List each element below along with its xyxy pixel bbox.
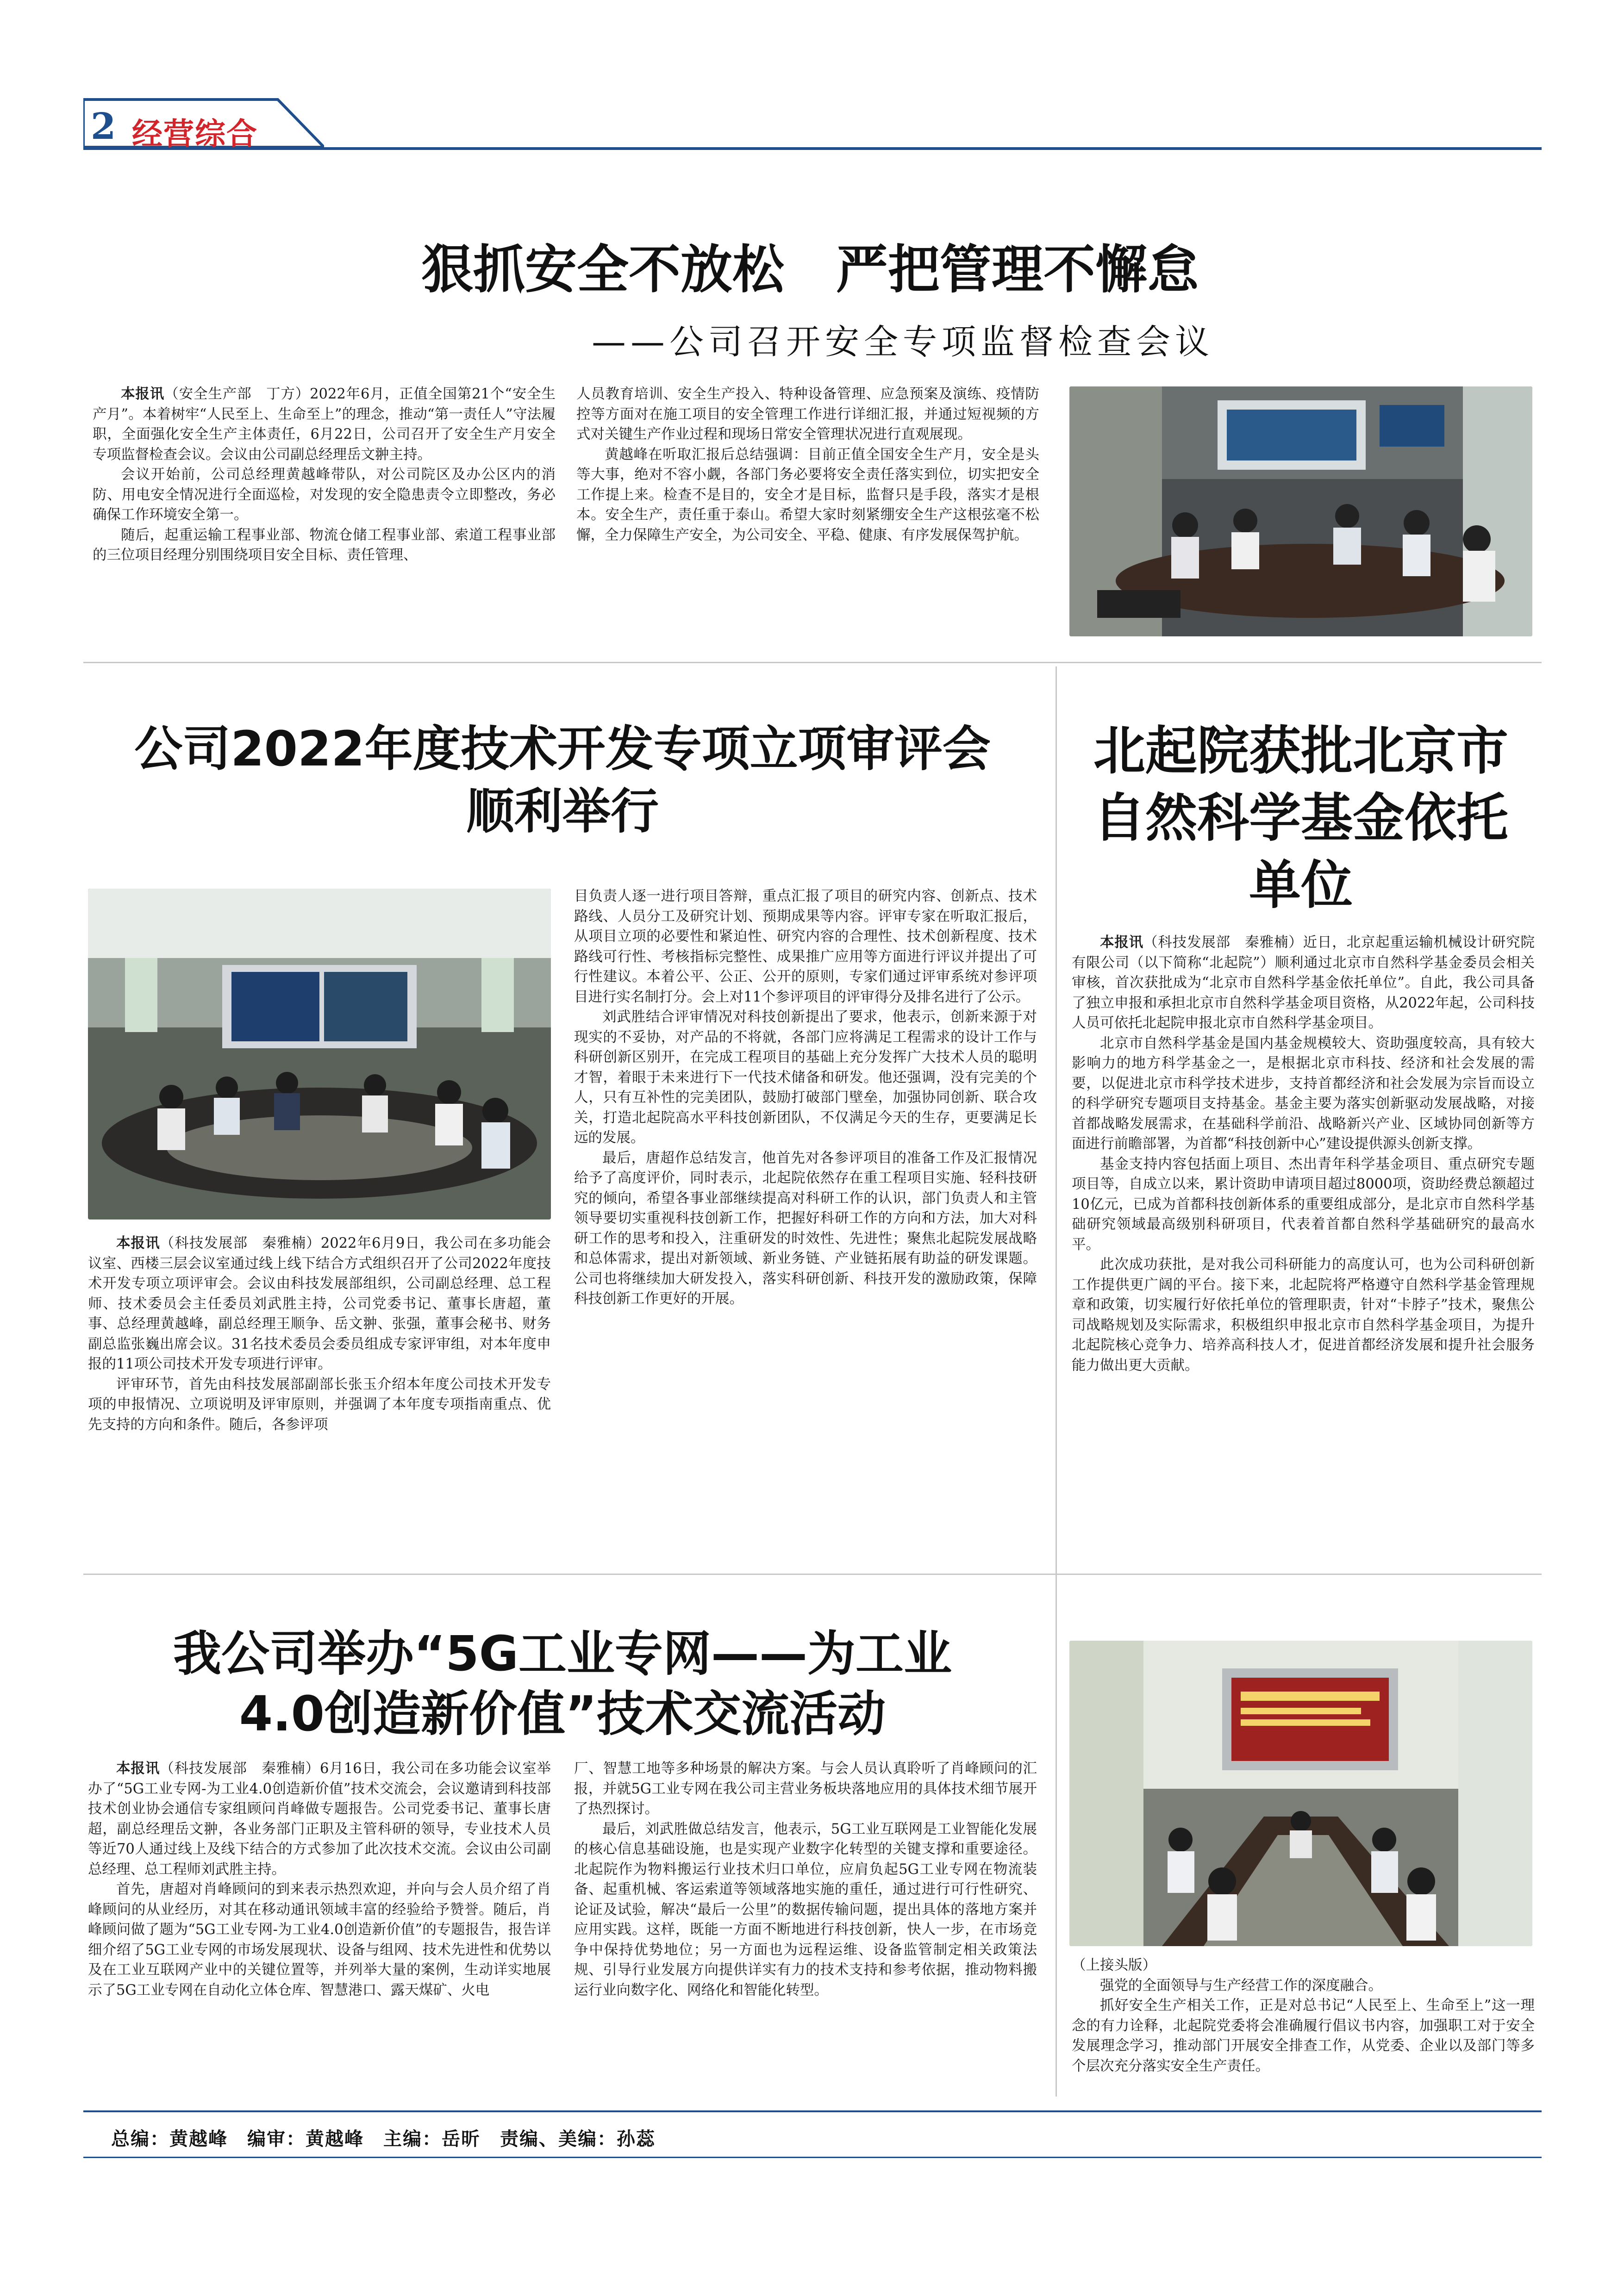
paragraph: [88, 1375, 551, 1435]
paragraph: [93, 525, 556, 566]
paragraph: [574, 1759, 1037, 1819]
paragraph-text: 刘武胜结合评审情况对科技创新提出了要求，他表示，创新来源于对现实的不妥协，对产品的不将就，各部门应将满足工程需求的设计工作与科研创新区别开，在完成工程项目的基础上充分发挥广大技术人员的聪明才智，着眼于未来进行下一代技术储备和研发。他还强调，没有完美的个人，只有互补性的完美团队，鼓励打破部门壁垒，加强协同创新、联合攻关，打造北起院高水平科技创新团队，不仅满足今天的生存，更要满足长远的发展。: [574, 1009, 1037, 1146]
article3-title-line3: 单位: [1249, 855, 1353, 915]
photo-review-meeting: [88, 889, 551, 1220]
article2-column-1: [88, 1233, 551, 1435]
article1-subtitle: ——公司召开安全专项监督检查会议: [592, 322, 1214, 362]
footer-rule-bottom: [83, 2157, 1542, 2158]
paragraph-text: 会议开始前，公司总经理黄越峰带队，对公司院区及办公区内的消防、用电安全情况进行全面巡检，对发现的安全隐患责令立即整改，务必确保工作环境安全第一。: [93, 467, 556, 523]
paragraph: [576, 445, 1039, 546]
paragraph: [93, 384, 556, 465]
paragraph: [574, 1007, 1037, 1148]
paragraph-text: 北京市自然科学基金是国内基金规模较大、资助强度较高，具有较大影响力的地方科学基金之一，是根据北京市科技、经济和社会发展的需要，以促进北京市科学技术进步，支持首都经济和社会发展为宗旨而设立的科学研究专题项目支持基金。基金主要为落实创新驱动发展战略，对接首都战略发展需求，在基础科学前沿、战略新兴产业、区域协同创新等方面进行前瞻部署，为首都“科技创新中心”建设提供源头创新支撑。: [1072, 1035, 1535, 1152]
paragraph-text: （科技发展部 秦雅楠）2022年6月9日，我公司在多功能会议室、西楼三层会议室通过线上线下结合方式组织召开了公司2022年度技术开发专项立项评审会。会议由科技发展部组织，公司副总经理、总工程师、技术委员会主任委员刘武胜主持，公司党委书记、董事长唐超，董事、总经理黄越峰，副总经理王顺争、岳文翀、张强，董事会秘书、财务副总监张巍出席会议。31名技术委员会委员组成专家评审组，对本年度申报的11项公司技术开发专项进行评审。: [88, 1235, 551, 1372]
paragraph: [574, 1148, 1037, 1309]
dateline-lead: 本报讯: [1100, 934, 1143, 951]
dateline-lead: 本报讯: [116, 1760, 160, 1777]
paragraph: [93, 465, 556, 525]
article3-title-line1: 北起院获批北京市: [1093, 721, 1508, 781]
dateline-lead: 本报讯: [121, 386, 165, 402]
photo-5g-exchange: [1069, 1641, 1532, 1946]
paragraph-text: （科技发展部 秦雅楠）6月16日，我公司在多功能会议室举办了“5G工业专网-为工业4.0创造新价值”技术交流会，会议邀请到科技部技术创业协会通信专家组顾问肖峰做专题报告。公司党委书记、董事长唐超，副总经理岳文翀，各业务部门正职及主管科研的领导，专业技术人员等近70人通过线上及线下结合的方式参加了此次技术交流。会议由公司副总经理、总工程师刘武胜主持。: [88, 1761, 551, 1878]
paragraph: [1072, 1976, 1535, 1996]
paragraph: [88, 1233, 551, 1375]
paragraph: [1072, 1033, 1535, 1154]
paragraph: [576, 384, 1039, 445]
editorial-credits: 总编：黄越峰 编审：黄越峰 主编：岳昕 责编、美编：孙蕊: [111, 2128, 656, 2150]
page-number: 2: [91, 106, 116, 148]
paragraph: [88, 1759, 551, 1879]
article3-body: [1072, 933, 1535, 1375]
article4-column-1: [88, 1759, 551, 2000]
article2-column-2: [574, 886, 1037, 1309]
paragraph-text: 最后，刘武胜做总结发言，他表示，5G工业互联网是工业智能化发展的核心信息基础设施，也是实现产业数字化转型的关键支撑和重要途径。北起院作为物料搬运行业技术归口单位，应肩负起5G工业专网在物流装备、起重机械、客运索道等领域落地实施的重任，通过进行可行性研究、论证及试验，解决“最后一公里”的数据传输问题，提出具体的落地方案并应用实践。这样，既能一方面不断地进行科技创新，快人一步，在市场竞争中保持优势地位；另一方面也为远程运维、设备监管制定相关政策法规、引导行业发展方向提供详实有力的技术支持和参考依据，推动物料搬运行业向数字化、网络化和智能化转型。: [574, 1821, 1037, 1998]
paragraph: [574, 886, 1037, 1007]
divider-vertical-2: [1056, 1578, 1057, 2097]
paragraph-text: 强党的全面领导与生产经营工作的深度融合。: [1100, 1977, 1382, 1994]
paragraph: [1072, 933, 1535, 1033]
article4-title-line1: 我公司举办“5G工业专网——为工业: [173, 1625, 952, 1682]
divider-vertical-1: [1056, 666, 1057, 1587]
paragraph: [1072, 1255, 1535, 1375]
paragraph-text: 厂、智慧工地等多种场景的解决方案。与会人员认真聆听了肖峰顾问的汇报，并就5G工业专网在我公司主营业务板块落地应用的具体技术细节展开了热烈探讨。: [574, 1761, 1037, 1817]
photo-safety-meeting: [1069, 386, 1532, 636]
article1-title: 狠抓安全不放松 严把管理不懈怠: [421, 240, 1199, 300]
paragraph-text: 首先，唐超对肖峰顾问的到来表示热烈欢迎，并向与会人员介绍了肖峰顾问的从业经历，对其在移动通讯领域丰富的经验给予赞誉。随后，肖峰顾问做了题为“5G工业专网-为工业4.0创造新价值”的专题报告，报告详细介绍了5G工业专网的市场发展现状、设备与组网、技术先进性和优势以及在工业互联网产业中的关键位置等，并列举大量的案例，生动详实地展示了5G工业专网在自动化立体仓库、智慧港口、露天煤矿、火电: [88, 1881, 551, 1998]
header-rule: [83, 147, 1542, 150]
footer-rule-top: [83, 2110, 1542, 2112]
article1-column-1: [93, 384, 556, 566]
paragraph-text: 随后，起重运输工程事业部、物流仓储工程事业部、索道工程事业部的三位项目经理分别围绕项目安全目标、责任管理、: [93, 527, 556, 563]
article2-title-line2: 顺利举行: [466, 783, 659, 840]
paragraph-text: （科技发展部 秦雅楠）近日，北京起重运输机械设计研究院有限公司（以下简称“北起院”）顺利通过北京市自然科学基金委员会相关审核，首次获批成为“北京市自然科学基金依托单位”。自此，我公司具备了独立申报和承担北京市自然科学基金项目资格，从2022年起，公司科技人员可依托北起院申报北京市自然科学基金项目。: [1072, 934, 1535, 1031]
paragraph-text: 目负责人逐一进行项目答辩，重点汇报了项目的研究内容、创新点、技术路线、人员分工及研究计划、预期成果等内容。评审专家在听取汇报后，从项目立项的必要性和紧迫性、研究内容的合理性、技术创新程度、技术路线可行性、考核指标完整性、成果推广应用等方面进行评议并提出了可行性建议。本着公平、公正、公开的原则，专家们通过评审系统对参评项目进行实名制打分。会上对11个参评项目的评审得分及排名进行了公示。: [574, 888, 1037, 1005]
article2-title-line1: 公司2022年度技术开发专项立项审评会: [134, 721, 991, 777]
paragraph: [574, 1819, 1037, 2001]
section-title: 经营综合: [132, 116, 258, 152]
paragraph: [88, 1879, 551, 2000]
paragraph: [1072, 1996, 1535, 2076]
article4-title-line2: 4.0创造新价值”技术交流活动: [239, 1686, 886, 1742]
paragraph-text: 抓好安全生产相关工作，正是对总书记“人民至上、生命至上”这一理念的有力诠释，北起院党委将会准确履行倡议书内容，加强职工对于安全发展理念学习，推动部门开展安全排查工作，从党委、企业以及部门等多个层次充分落实安全生产责任。: [1072, 1997, 1535, 2074]
article3-title-line2: 自然科学基金依托: [1093, 788, 1508, 848]
paragraph-text: 评审环节，首先由科技发展部副部长张玉介绍本年度公司技术开发专项的申报情况、立项说明及评审原则，并强调了本年度专项指南重点、优先支持的方向和条件。随后，各参评项: [88, 1376, 551, 1433]
paragraph-text: 最后，唐超作总结发言，他首先对各参评项目的准备工作及汇报情况给予了高度评价，同时表示，北起院依然存在重工程项目实施、轻科技研究的倾向，希望各事业部继续提高对科研工作的认识，部门负责人和主管领导要切实重视科技创新工作，把握好科研工作的方向和方法，加大对科研工作的思考和投入，注重研发的时效性、先进性；聚焦北起院发展战略和总体需求，提出对新领域、新业务链、产业链拓展有助益的研发课题。公司也将继续加大研发投入，落实科研创新、科技开发的激励政策，保障科技创新工作更好的开展。: [574, 1150, 1037, 1307]
paragraph-text: （安全生产部 丁方）2022年6月，正值全国第21个“安全生产月”。本着树牢“人民至上、生命至上”的理念，推动“第一责任人”守法履职，全面强化安全生产主体责任，6月22日，公司召开了安全生产月安全专项监督检查会议。会议由公司副总经理岳文翀主持。: [93, 386, 556, 463]
paragraph-text: 基金支持内容包括面上项目、杰出青年科学基金项目、重点研究专题项目等，自成立以来，累计资助申请项目超过8000项，资助经费总额超过10亿元，已成为首都科技创新体系的重要组成部分，是北京市自然科学基础研究领域最高级别科研项目，代表着首都自然科学基础研究的最高水平。: [1072, 1156, 1535, 1253]
paragraph-text: 此次成功获批，是对我公司科研能力的高度认可，也为公司科研创新工作提供更广阔的平台。接下来，北起院将严格遵守自然科学基金管理规章和政策，切实履行好依托单位的管理职责，针对“卡脖子”技术，聚焦公司战略规划及实际需求，积极组织申报北京市自然科学基金项目，为提升北起院核心竞争力、培养高科技人才，促进首都经济发展和提升社会服务能力做出更大贡献。: [1072, 1257, 1535, 1374]
paragraph: [1072, 1154, 1535, 1255]
paragraph-text: 黄越峰在听取汇报后总结强调：目前正值全国安全生产月，安全是头等大事，绝对不容小觑，各部门务必要将安全责任落实到位，切实把安全工作提上来。检查不是目的，安全才是目标，监督只是手段，落实才是根本。安全生产，责任重于泰山。希望大家时刻紧绷安全生产这根弦毫不松懈，全力保障生产安全，为公司安全、平稳、健康、有序发展保驾护航。: [576, 446, 1039, 543]
continued-label: （上接头版）: [1072, 1957, 1156, 1973]
divider-horizontal-1: [83, 662, 1542, 663]
divider-horizontal-3: [1056, 1574, 1542, 1575]
article1-column-2: [576, 384, 1039, 545]
paragraph-text: 人员教育培训、安全生产投入、特种设备管理、应急预案及演练、疫情防控等方面对在施工项目的安全管理工作进行详细汇报，并通过短视频的方式对关键生产作业过程和现场日常安全管理状况进行直观展现。: [576, 386, 1039, 442]
dateline-lead: 本报讯: [116, 1235, 160, 1251]
article4-column-2: [574, 1759, 1037, 2000]
continued-from-front-page: [1072, 1955, 1535, 2076]
divider-horizontal-2: [83, 1574, 1056, 1575]
